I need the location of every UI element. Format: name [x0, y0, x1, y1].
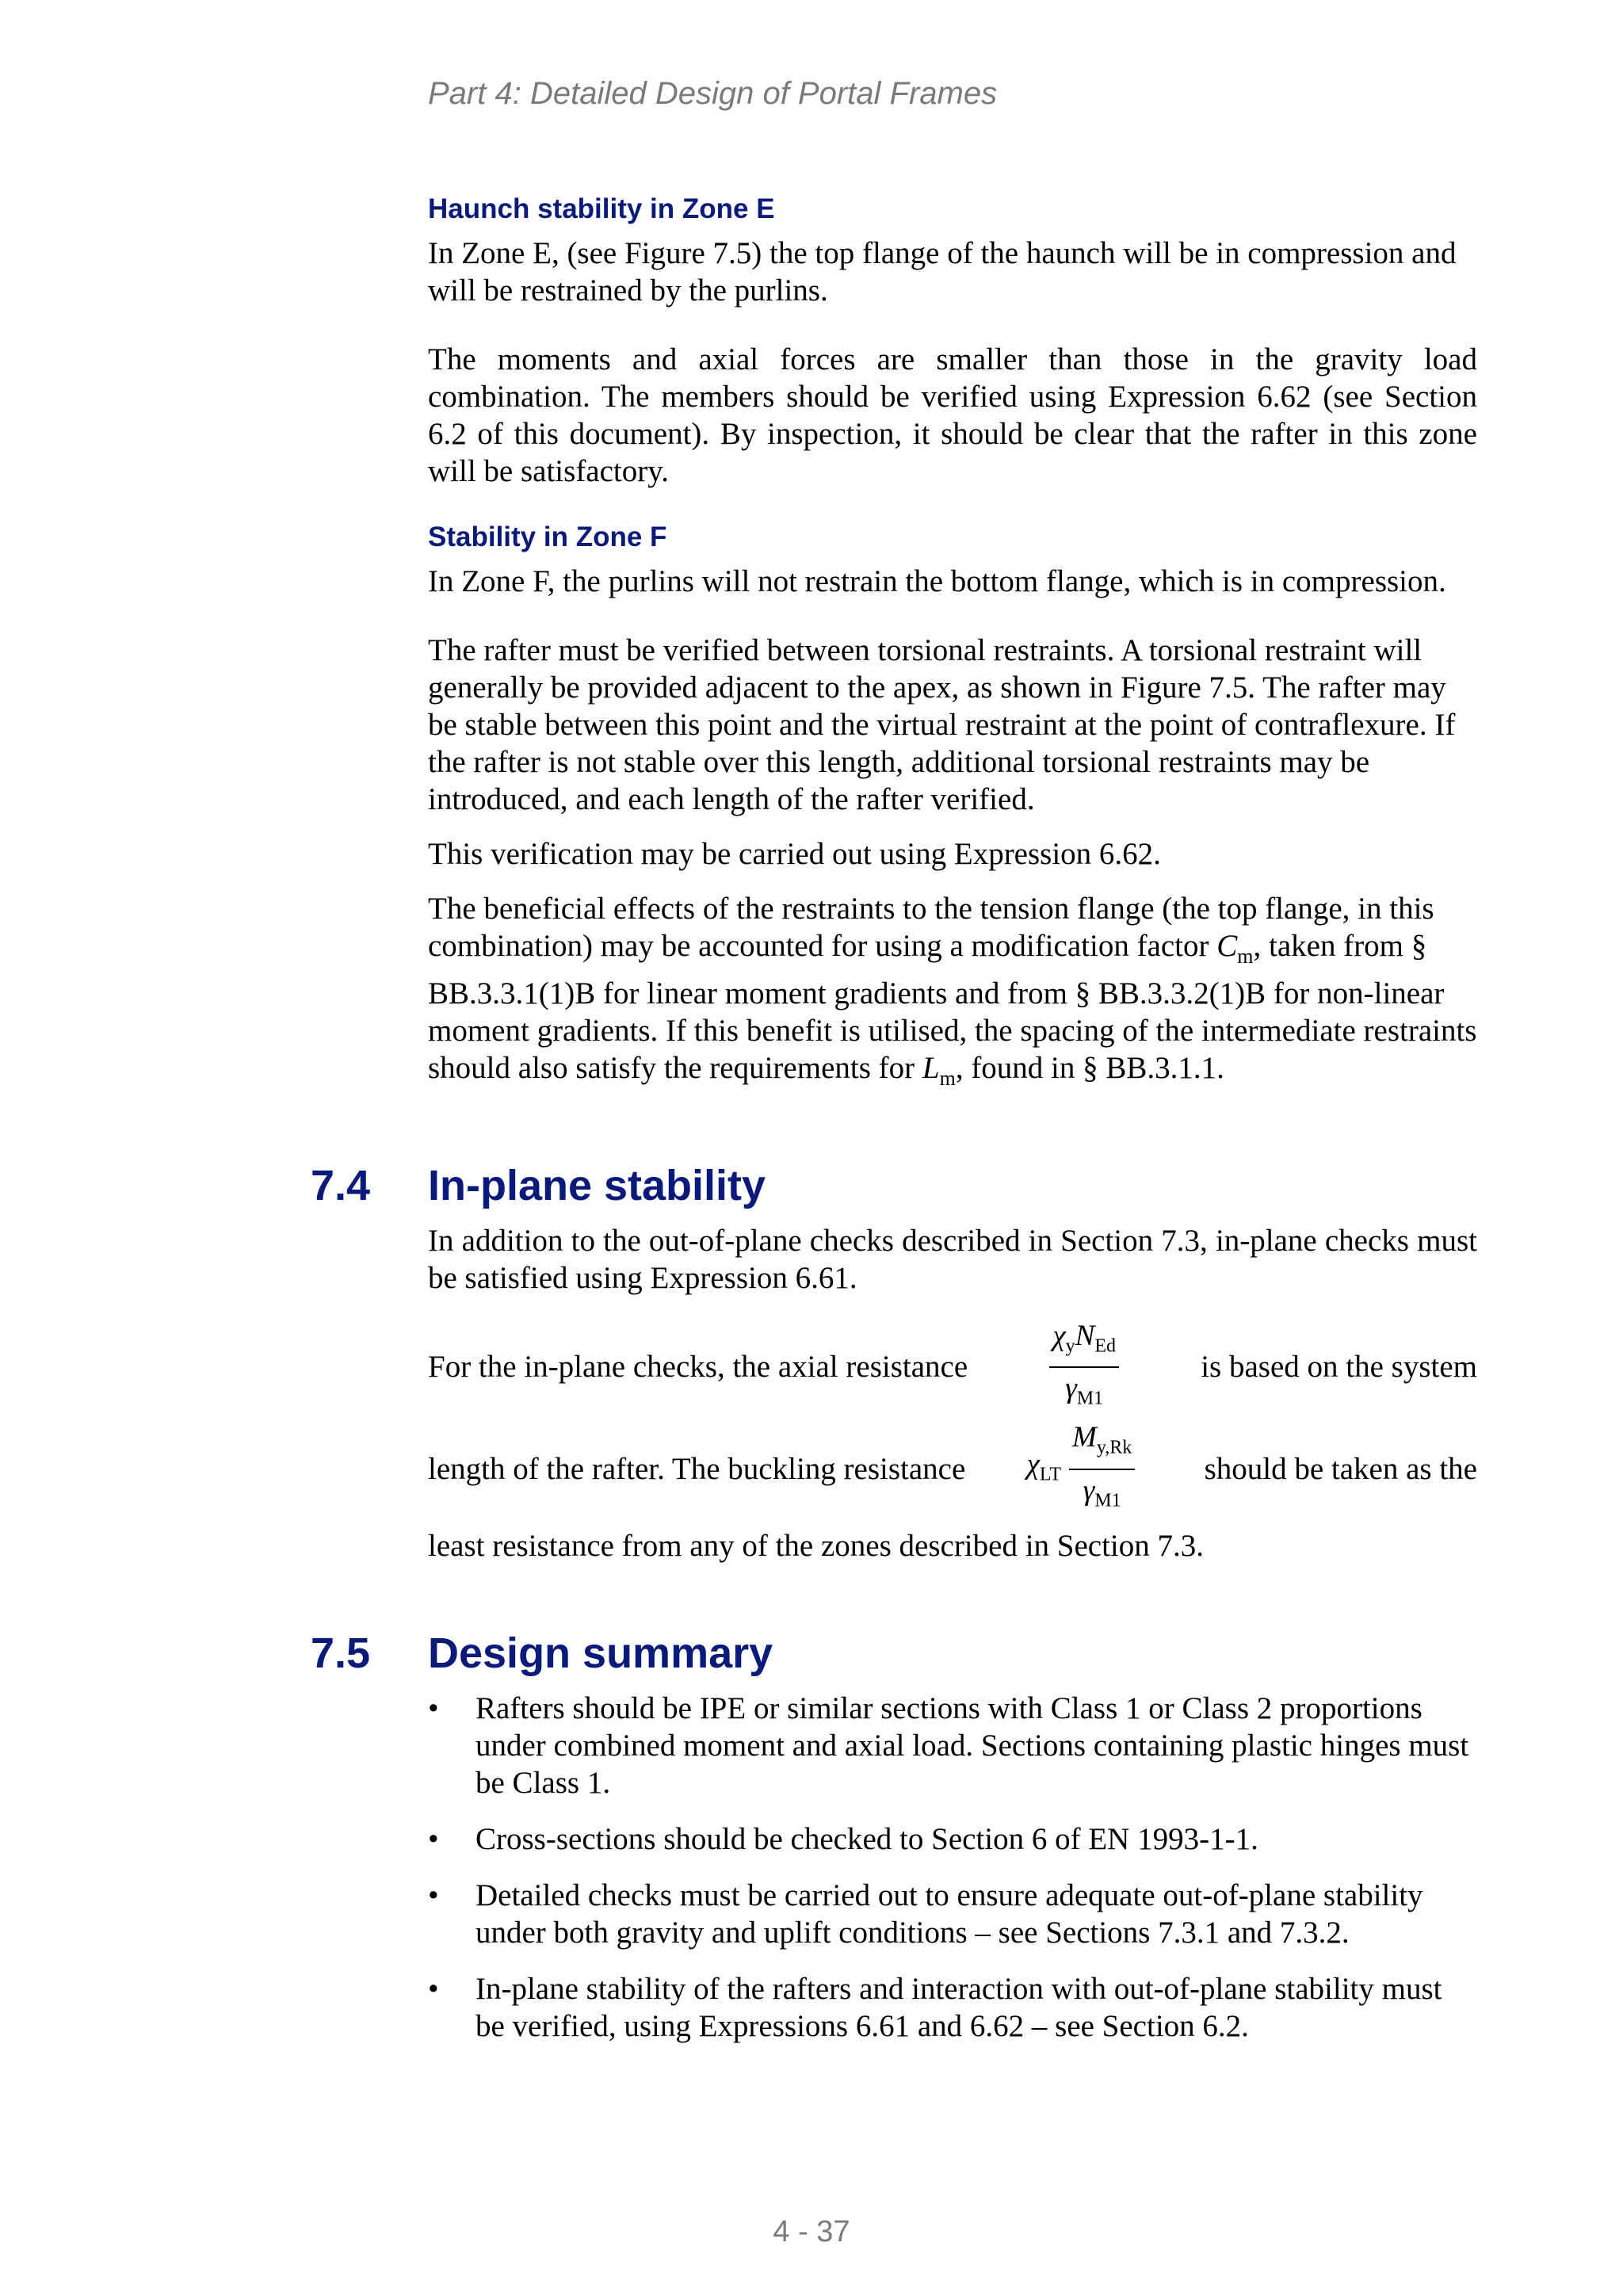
buckling-resistance-formula: $\chi_{LT}$ $\frac{M_{y,Rk}}{\gamma_{M1}}$	[1027, 1422, 1144, 1516]
zone-e-paragraph-2: The moments and axial forces are smaller than those in the gravity load combination. The members should be verified using Expression 6.62 (see Section 6.2 of this document). By inspection, it should be clear that the rafter in this zone will be satisfactory.	[428, 342, 1477, 488]
formula-line-1: For the in-plane checks, the axial resistance $\frac{\chi_yN_{Ed}}{\gamma_{M1}}$ is based on the system	[428, 1320, 1477, 1415]
zone-f-heading: Stability in Zone F	[428, 521, 667, 552]
section-7-4-paragraph-1: In addition to the out-of-plane checks described in Section 7.3, in-plane checks must be satisfied using Expression 6.61.	[428, 1223, 1477, 1295]
page-header: Part 4: Detailed Design of Portal Frames	[428, 76, 998, 111]
lm-symbol: $L_m$	[922, 1050, 956, 1090]
list-item: • Detailed checks must be carried out to ensure adequate out-of-plane stability under both gravity and uplift conditions – see Sections 7.3.1 and 7.3.2.	[428, 1878, 1423, 1950]
section-7-4-heading	[311, 1160, 1477, 1211]
zone-f-paragraph-2: The rafter must be verified between torsional restraints. A torsional restraint will generally be provided adjacent to the apex, as shown in Figure 7.5. The rafter may be stable between this point and the virtual restraint at the point of contraflexure. If the rafter is not stable over this length, additional torsional restraints may be introduced, and each length of the rafter verified.	[428, 633, 1456, 816]
zone-e-heading: Haunch stability in Zone E	[428, 193, 775, 224]
list-item: • Rafters should be IPE or similar sections with Class 1 or Class 2 proportions under combined moment and axial load. Sections containing plastic hinges must be Class 1.	[428, 1691, 1469, 1801]
cm-symbol: $C_m$	[1216, 929, 1254, 968]
zone-f-paragraph-1: In Zone F, the purlins will not restrain the bottom flange, which is in compression.	[428, 564, 1446, 598]
section-title: Design summary	[428, 1629, 773, 1678]
formula-line-2: length of the rafter. The buckling resistance $\chi_{LT}$ $\frac{M_{y,Rk}}{\gamma_{M1}}$ should be taken as the	[428, 1422, 1477, 1516]
section-7-4-paragraph-3: least resistance from any of the zones described in Section 7.3.	[428, 1529, 1205, 1564]
section-7-5-heading	[311, 1628, 1477, 1679]
zone-f-paragraph-4: The beneficial effects of the restraints to the tension flange (the top flange, in this combination) may be accounted for using a modification factor $C_m$, taken from § BB.3.3.1(1)B for linear moment gradients and from § BB.3.3.2(1)B for non-linear moment gradients. If this benefit is utilised, the spacing of the intermediate restraints should also satisfy the requirements for $L_m$, found in § BB.3.1.1.	[428, 892, 1477, 1090]
page-content	[311, 193, 1477, 2064]
zone-e-paragraph-1: In Zone E, (see Figure 7.5) the top flange of the haunch will be in compression and will be restrained by the purlins.	[428, 236, 1457, 308]
design-summary-list	[428, 1690, 1477, 2045]
page-number: 4 - 37	[773, 2215, 850, 2248]
section-number: 7.5	[311, 1629, 371, 1678]
axial-resistance-formula: $\frac{\chi_yN_{Ed}}{\gamma_{M1}}$	[1049, 1320, 1119, 1415]
zone-f-paragraph-3: This verification may be carried out using Expression 6.62.	[428, 837, 1161, 871]
list-item: • In-plane stability of the rafters and interaction with out-of-plane stability must be verified, using Expressions 6.61 and 6.62 – see Section 6.2.	[428, 1972, 1442, 2044]
list-item: • Cross-sections should be checked to Section 6 of EN 1993-1-1.	[428, 1822, 1258, 1857]
section-number: 7.4	[311, 1161, 371, 1209]
section-title: In-plane stability	[428, 1161, 766, 1209]
